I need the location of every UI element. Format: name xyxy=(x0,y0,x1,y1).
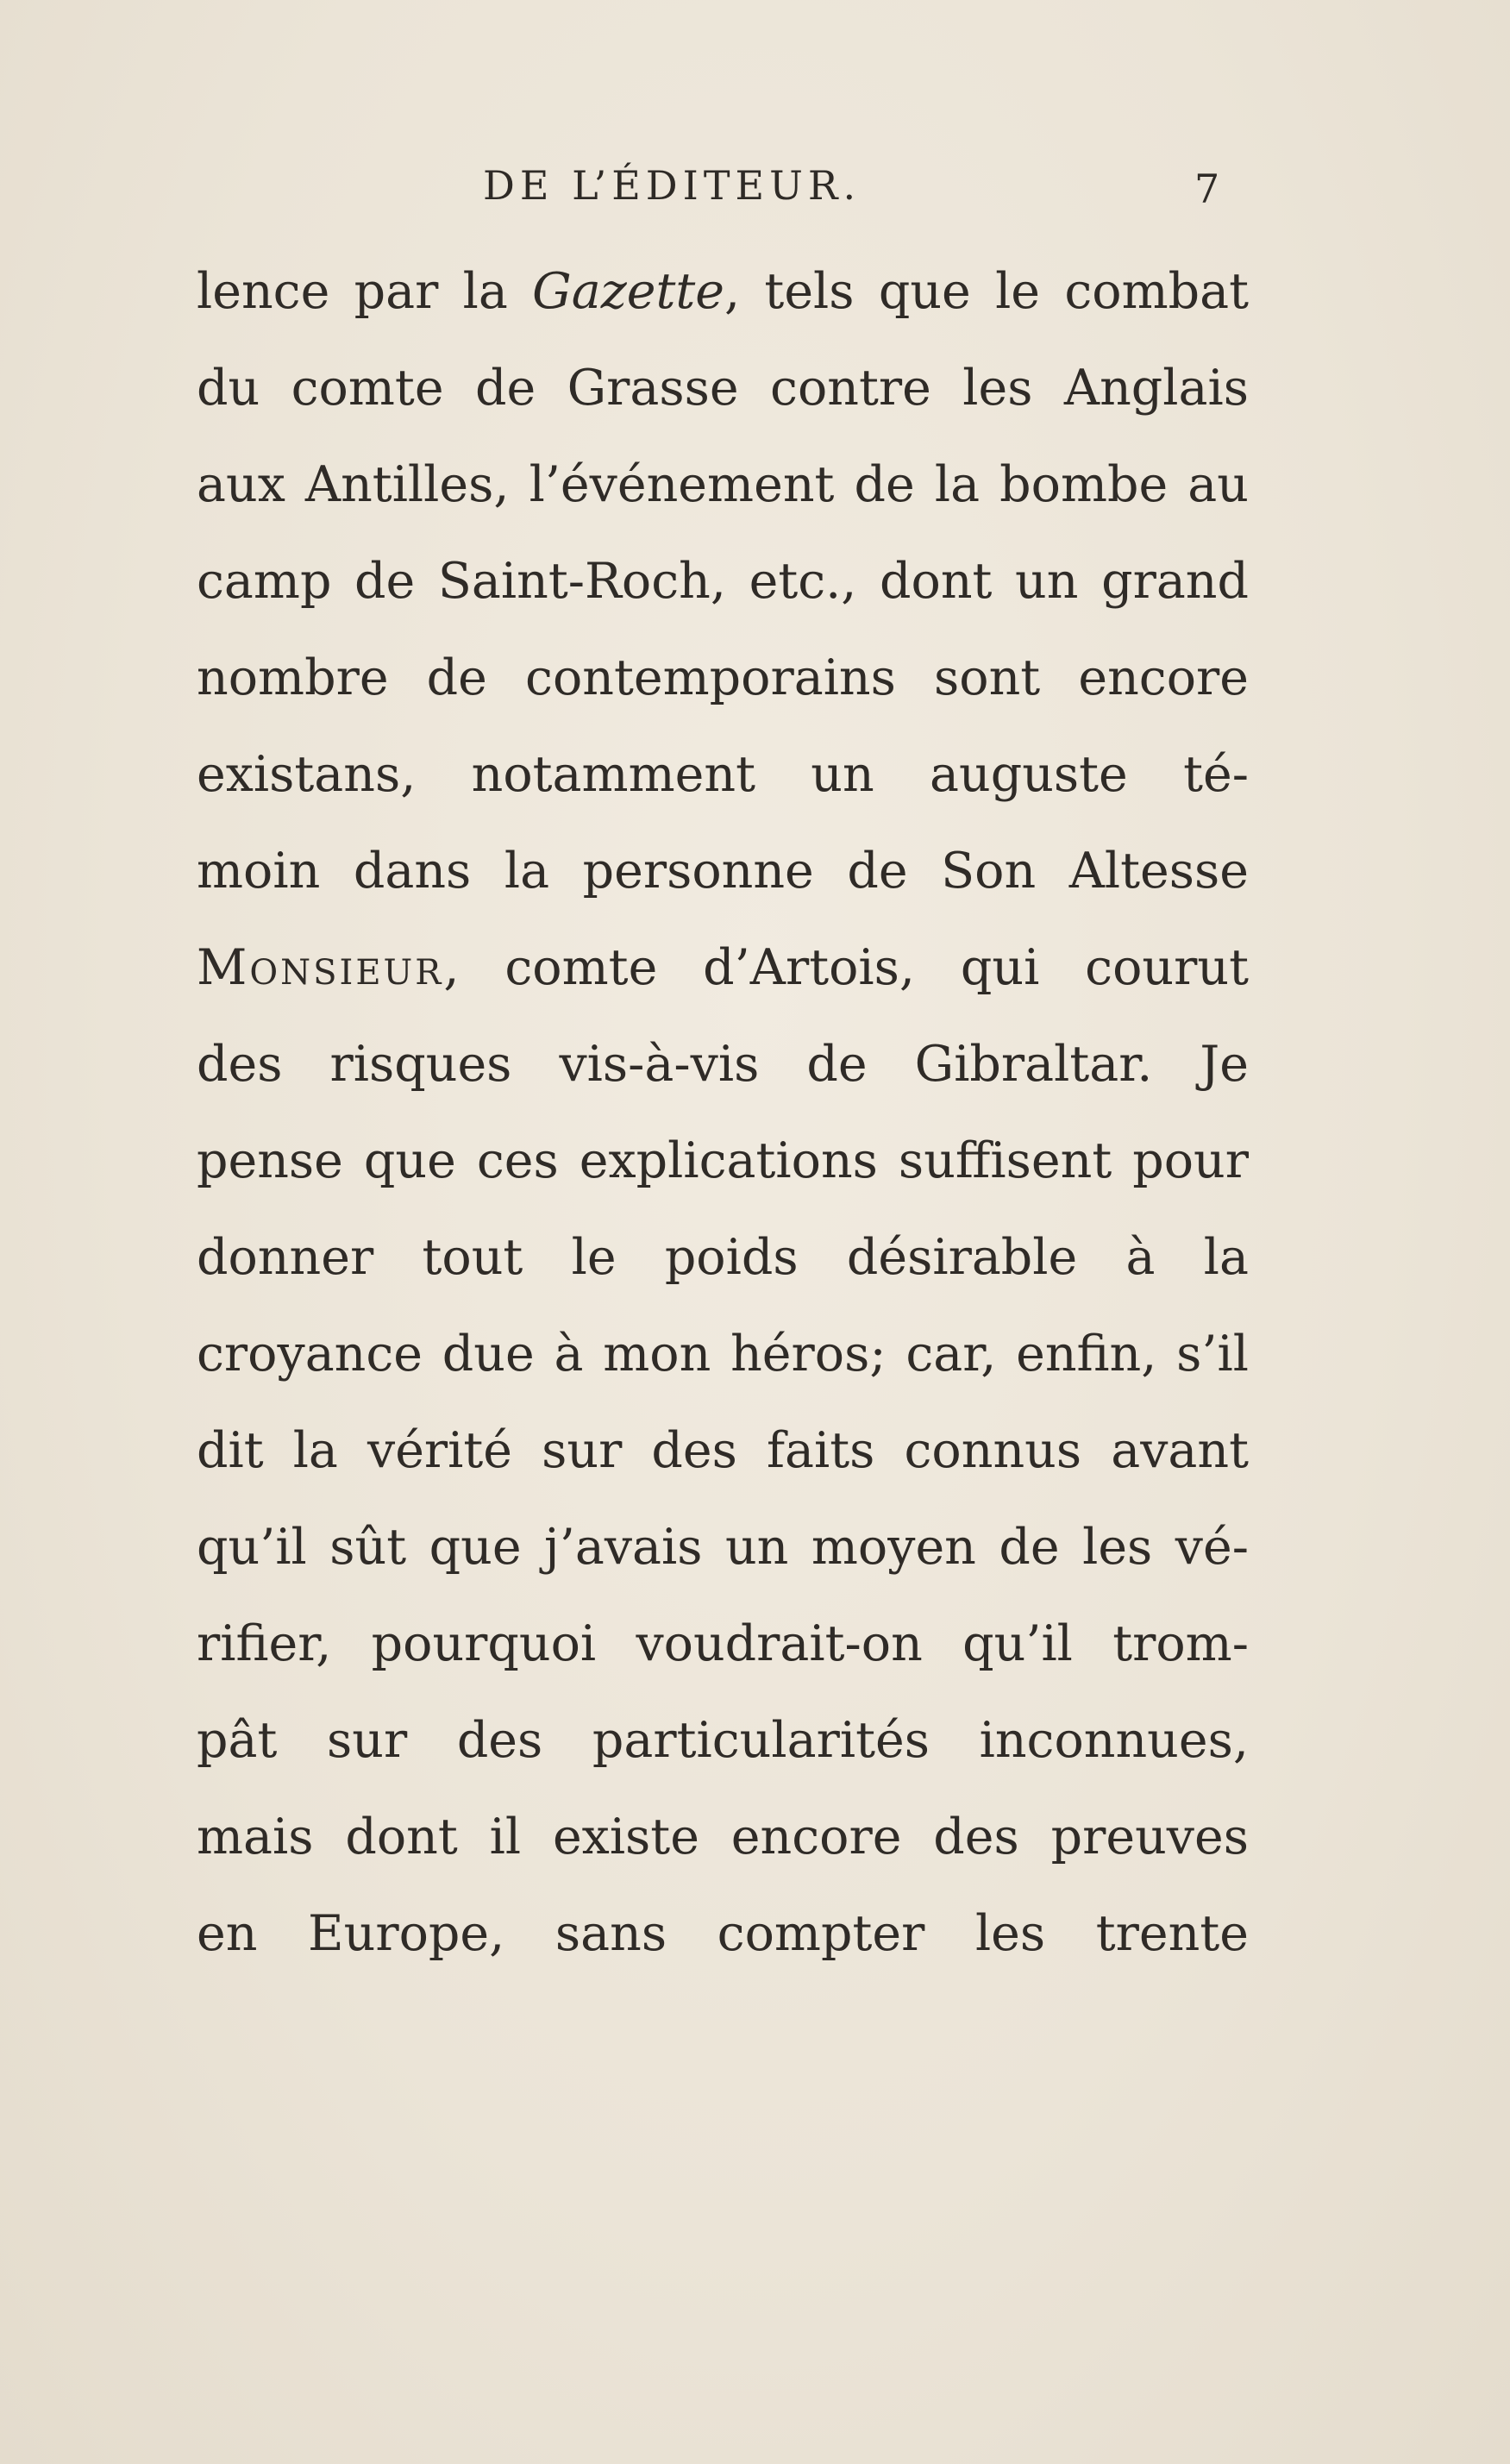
small-caps-name: Monsieur xyxy=(197,939,444,996)
text-line: qu’il sût que j’avais un moyen de les vé- xyxy=(197,1519,1249,1576)
text-line: croyance due à mon héros; car, enfin, s’il xyxy=(197,1326,1249,1382)
text-line: pense que ces explications suffisent pour xyxy=(197,1132,1249,1189)
text-line: du comte de Grasse contre les Anglais xyxy=(197,360,1249,417)
text-line: camp de Saint-Roch, etc., dont un grand xyxy=(197,553,1249,610)
text-line: nombre de contemporains sont encore xyxy=(197,649,1249,706)
italic-title: Gazette xyxy=(532,263,724,320)
text-line: Monsieur, comte d’Artois, qui courut xyxy=(197,939,1249,996)
page-header xyxy=(0,147,1510,216)
text-line: des risques vis-à-vis de Gibraltar. Je xyxy=(197,1036,1249,1093)
text-line: donner tout le poids désirable à la xyxy=(197,1229,1249,1286)
text-line: rifier, pourquoi voudrait-on qu’il trom- xyxy=(197,1615,1249,1672)
text-line: aux Antilles, l’événement de la bombe au xyxy=(197,456,1249,513)
text-line: pât sur des particularités inconnues, xyxy=(197,1712,1249,1769)
text-line: existans, notamment un auguste té- xyxy=(197,746,1249,803)
text-line: moin dans la personne de Son Altesse xyxy=(197,843,1249,900)
text-line: en Europe, sans compter les trente xyxy=(197,1905,1249,1962)
text-line: mais dont il existe encore des preuves xyxy=(197,1809,1249,1865)
text-line: lence par la Gazette, tels que le combat xyxy=(197,263,1249,320)
running-title: DE L’ÉDITEUR. xyxy=(483,162,862,209)
text-line: dit la vérité sur des faits connus avant xyxy=(197,1422,1249,1479)
body-text xyxy=(197,243,1249,1982)
page-number: 7 xyxy=(1194,166,1220,212)
